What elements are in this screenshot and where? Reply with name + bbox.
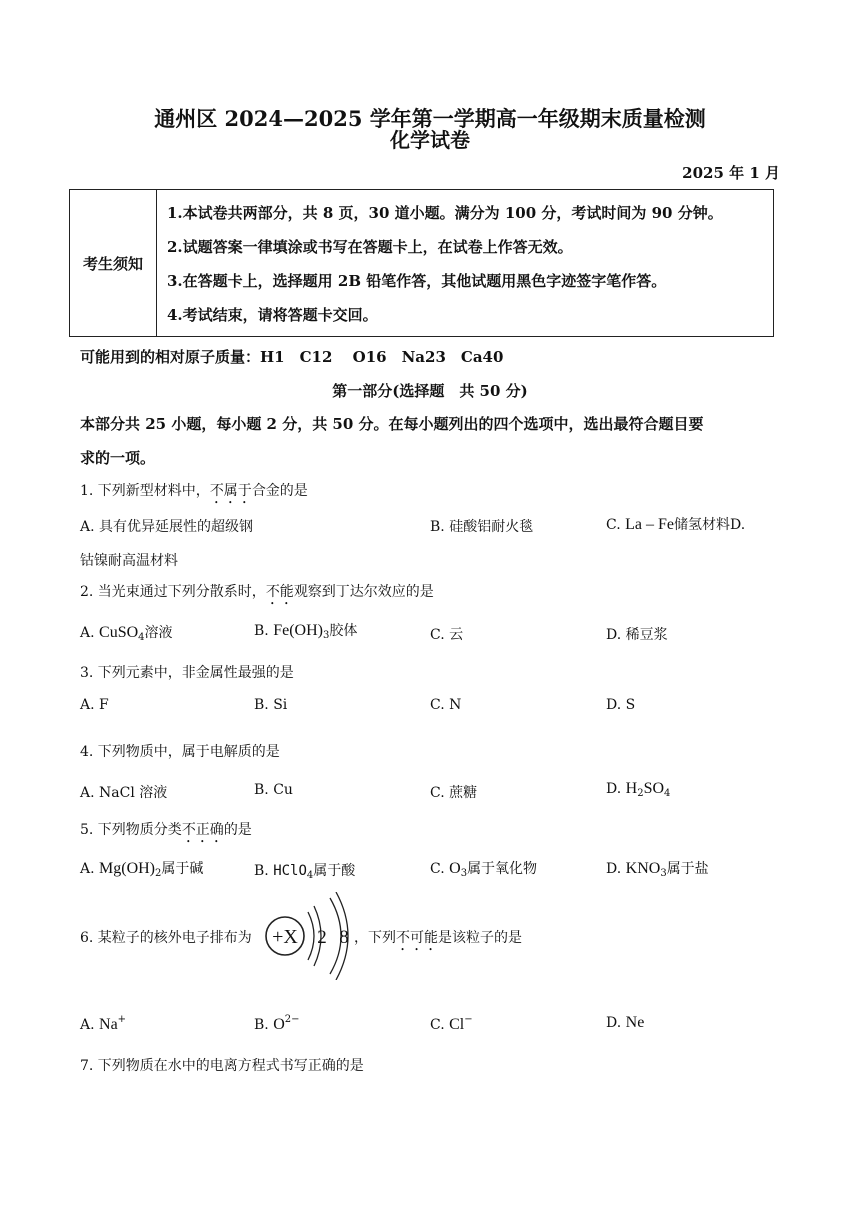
q2-option-a: A. CuSO$_4$溶液 — [80, 624, 173, 643]
question-2-stem: 2. 当光束通过下列分散系时，不能观察到丁达尔效应的是 — [80, 584, 434, 600]
nucleus-label: +X — [272, 926, 298, 948]
notice-item: 2.试题答案一律填涂或书写在答题卡上，在试卷上作答无效。 — [167, 238, 573, 256]
q5-option-d: D. $KNO_3$属于盐 — [606, 860, 709, 879]
q3-option-d: D. S — [606, 697, 636, 713]
question-1-stem: 1. 下列新型材料中，不属于合金的是 — [80, 483, 308, 499]
q4-option-d: D. $H_2SO_4$ — [606, 780, 671, 799]
q3-option-a: A. F — [80, 697, 109, 713]
q2-option-d: D. 稀豆浆 — [606, 627, 668, 643]
notice-table — [69, 189, 774, 337]
exam-date: 2025 年 1 月 — [682, 164, 780, 182]
electron-shell-diagram — [262, 892, 362, 980]
part1-instructions-1: 本部分共 25 小题，每小题 2 分，共 50 分。在每小题列出的四个选项中，选出最符合题目要 — [80, 415, 704, 433]
q1-option-c: C. La – Fe储氢材料D. — [606, 516, 746, 533]
notice-item: 3.在答题卡上，选择题用 2B 铅笔作答，其他试题用黑色字迹签字笔作答。 — [167, 272, 667, 290]
q1-option-a: A. 具有优异延展性的超级钢 — [80, 519, 254, 535]
q4-option-a: A. NaCl 溶液 — [80, 785, 168, 801]
question-5-stem: 5. 下列物质分类不正确的是 — [80, 822, 252, 838]
question-7-stem: 7. 下列物质在水中的电离方程式书写正确的是 — [80, 1058, 364, 1074]
shell2-count: 8 — [339, 927, 349, 948]
notice-label: 考生须知 — [70, 190, 157, 337]
q4-option-c: C. 蔗糖 — [430, 785, 478, 801]
question-3-stem: 3. 下列元素中，非金属性最强的是 — [80, 665, 294, 681]
q3-option-b: B. Si — [254, 697, 288, 713]
exam-subtitle: 化学试卷 — [390, 128, 470, 152]
shell1-count: 2 — [317, 927, 327, 948]
atomic-mass-line: 可能用到的相对原子质量：H1 C12 O16 Na23 Ca40 — [80, 348, 504, 366]
q5-option-a: A. $Mg(OH)_2$属于碱 — [80, 860, 204, 879]
part1-instructions-2: 求的一项。 — [80, 449, 156, 467]
q1-option-d: 钴镍耐高温材料 — [80, 553, 178, 569]
notice-items — [157, 190, 774, 337]
q5-option-c: C. $O_3$属于氧化物 — [430, 860, 538, 879]
q6-option-a: A. Na+ — [80, 1014, 127, 1033]
q2-option-b: B. $Fe(OH)_3$胶体 — [254, 622, 358, 641]
notice-item: 4.考试结束，请将答题卡交回。 — [167, 306, 378, 324]
notice-item: 1.本试卷共两部分，共 8 页，30 道小题。满分为 100 分，考试时间为 90 分钟。 — [167, 204, 723, 222]
part1-heading: 第一部分(选择题 共 50 分) — [332, 382, 528, 400]
q5-option-b: B. HClO$_4$属于酸 — [254, 863, 356, 881]
q1-option-b: B. 硅酸铝耐火毯 — [430, 519, 534, 535]
q6-stem-post: ，下列不可能是该粒子的是 — [354, 930, 522, 946]
question-4-stem: 4. 下列物质中，属于电解质的是 — [80, 744, 280, 760]
q3-option-c: C. N — [430, 697, 462, 713]
exam-title: 通州区 2024—2025 学年第一学期高一年级期末质量检测 — [154, 106, 706, 131]
q6-option-c: C. Cl− — [430, 1014, 473, 1033]
q6-option-b: B. $O^{2-}$ — [254, 1014, 300, 1033]
q2-option-c: C. 云 — [430, 627, 464, 643]
q4-option-b: B. Cu — [254, 782, 293, 798]
q6-option-d: D. Ne — [606, 1014, 645, 1031]
q6-stem-pre: 6. 某粒子的核外电子排布为 — [80, 930, 252, 946]
